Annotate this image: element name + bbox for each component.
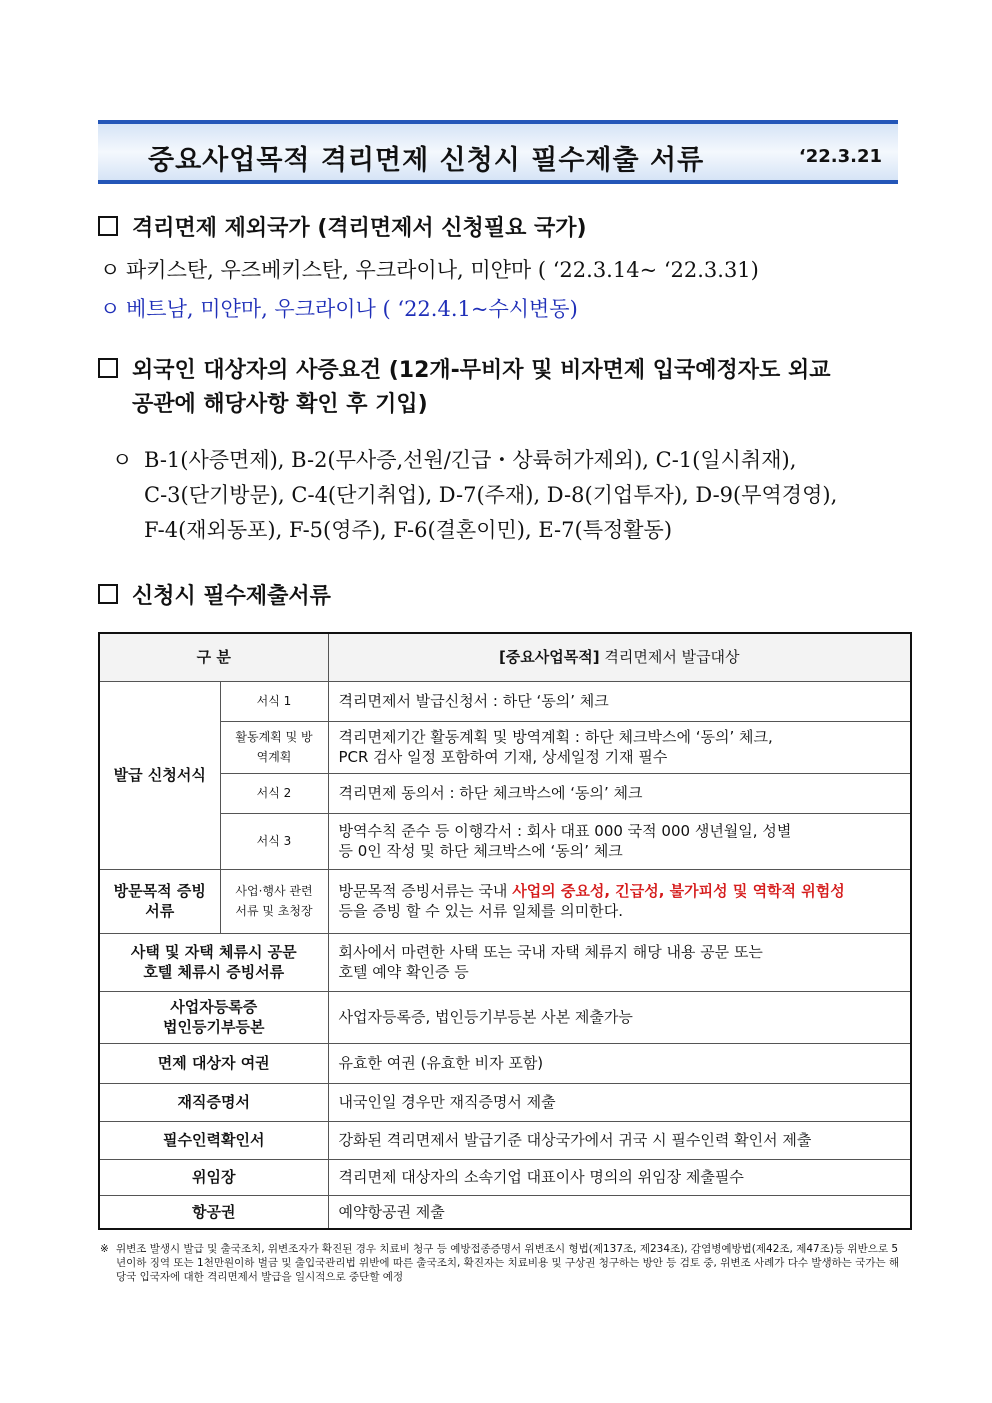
row-label: 재직증명서 (99, 1083, 328, 1121)
checkbox-square-icon (98, 584, 118, 604)
row-description: 격리면제기간 활동계획 및 방역계획 : 하단 체크박스에 ‘동의’ 체크, PCR 검사 일정 포함하여 기재, 상세일정 기재 필수 (328, 721, 911, 773)
title-banner (98, 120, 898, 184)
footnote-text: 위변조 발생시 발급 및 출국조치, 위변조자가 확진된 경우 치료비 청구 등 예방접종증명서 위변조시 형법(제137조, 제234조), 감염병예방법(제42조, 제47조)등 위반으로 5년이하 징역 또는 1천만원이하 벌금 및 출입국관리법 위반에 따른 출국조치, 확진자는 치료비용 및 구상권 청구하는 방안 등 검토 중, 위변조 사례가 다수 발생하는 국가는 해당국 입국자에 대한 격리면제서 발급을 일시적으로 중단할 예정 (116, 1243, 900, 1283)
row-description: 회사에서 마련한 사택 또는 국내 자택 체류지 해당 내용 공문 또는 호텔 예약 확인증 등 (328, 933, 911, 991)
row-label: 면제 대상자 여권 (99, 1043, 328, 1083)
checkbox-square-icon (98, 358, 118, 378)
row-description: 방역수칙 준수 등 이행각서 : 회사 대표 000 국적 000 생년월일, 성별 등 0인 작성 및 하단 체크박스에 ‘동의’ 체크 (328, 813, 911, 869)
header-target: [중요사업목적] 격리면제서 발급대상 (328, 633, 911, 681)
section1-bullet-1: ㅇ 파키스탄, 우즈베키스탄, 우크라이나, 미얀마 ( ‘22.3.14~ ‘22.3.31) (100, 253, 759, 287)
table-row (99, 1195, 911, 1229)
sub-label: 서식 2 (220, 773, 328, 813)
table-row (99, 773, 911, 813)
section2-heading: 외국인 대상자의 사증요건 (12개-무비자 및 비자면제 입국예정자도 외교 공관에 해당사항 확인 후 기입) (98, 354, 830, 422)
table-row (99, 933, 911, 991)
bullet-mark: ㅇ (112, 448, 133, 472)
row-description: 내국인일 경우만 재직증명서 제출 (328, 1083, 911, 1121)
table-header-row (99, 633, 911, 681)
sub-label: 서식 3 (220, 813, 328, 869)
row-label: 필수인력확인서 (99, 1121, 328, 1159)
required-documents-table (98, 632, 912, 1230)
table-row (99, 869, 911, 933)
table-row (99, 991, 911, 1043)
sub-label: 활동계획 및 방역계획 (220, 721, 328, 773)
row-label: 사업자등록증 법인등기부등본 (99, 991, 328, 1043)
row-label: 방문목적 증빙서류 (99, 869, 220, 933)
table-row (99, 721, 911, 773)
table-row (99, 813, 911, 869)
title-date: ‘22.3.21 (798, 146, 882, 167)
header-category: 구 분 (99, 633, 328, 681)
row-label: 항공권 (99, 1195, 328, 1229)
row-description: 격리면제 동의서 : 하단 체크박스에 ‘동의’ 체크 (328, 773, 911, 813)
visa-line-2: C-3(단기방문), C-4(단기취업), D-7(주재), D-8(기업투자), D-9(무역경영), (144, 483, 838, 507)
page-title: 중요사업목적 격리면제 신청시 필수제출 서류 (148, 145, 705, 176)
row-label: 위임장 (99, 1159, 328, 1195)
table-row (99, 1159, 911, 1195)
footnote (100, 1242, 900, 1284)
row-description: 방문목적 증빙서류는 국내 사업의 중요성, 긴급성, 불가피성 및 역학적 위험성 등을 증빙 할 수 있는 서류 일체를 의미한다. (328, 869, 911, 933)
group-application-forms: 발급 신청서식 (99, 681, 220, 869)
row-description: 유효한 여권 (유효한 비자 포함) (328, 1043, 911, 1083)
footnote-mark: ※ (100, 1243, 109, 1255)
section1-heading: 격리면제 제외국가 (격리면제서 신청필요 국가) (98, 212, 587, 246)
section3-heading: 신청시 필수제출서류 (98, 580, 331, 614)
table-row (99, 681, 911, 721)
sub-label: 서식 1 (220, 681, 328, 721)
visa-list (112, 443, 902, 548)
visa-line-3: F-4(재외동포), F-5(영주), F-6(결혼이민), E-7(특정활동) (144, 518, 673, 542)
row-description: 사업자등록증, 법인등기부등본 사본 제출가능 (328, 991, 911, 1043)
section1-bullet-2: ㅇ 베트남, 미얀마, 우크라이나 ( ‘22.4.1~수시변동) (100, 292, 578, 326)
table-row (99, 1121, 911, 1159)
row-description: 격리면제서 발급신청서 : 하단 ‘동의’ 체크 (328, 681, 911, 721)
row-description: 예약항공권 제출 (328, 1195, 911, 1229)
bullet-mark: ㅇ (100, 258, 121, 282)
row-description: 격리면제 대상자의 소속기업 대표이사 명의의 위임장 제출필수 (328, 1159, 911, 1195)
table-row (99, 1043, 911, 1083)
table-row (99, 1083, 911, 1121)
sub-label: 사업·행사 관련서류 및 초청장 (220, 869, 328, 933)
visa-line-1: B-1(사증면제), B-2(무사증,선원/긴급・상륙허가제외), C-1(일시취재), (144, 448, 797, 472)
row-description: 강화된 격리면제서 발급기준 대상국가에서 귀국 시 필수인력 확인서 제출 (328, 1121, 911, 1159)
bullet-mark: ㅇ (100, 297, 121, 321)
checkbox-square-icon (98, 216, 118, 236)
row-label: 사택 및 자택 체류시 공문 호텔 체류시 증빙서류 (99, 933, 328, 991)
